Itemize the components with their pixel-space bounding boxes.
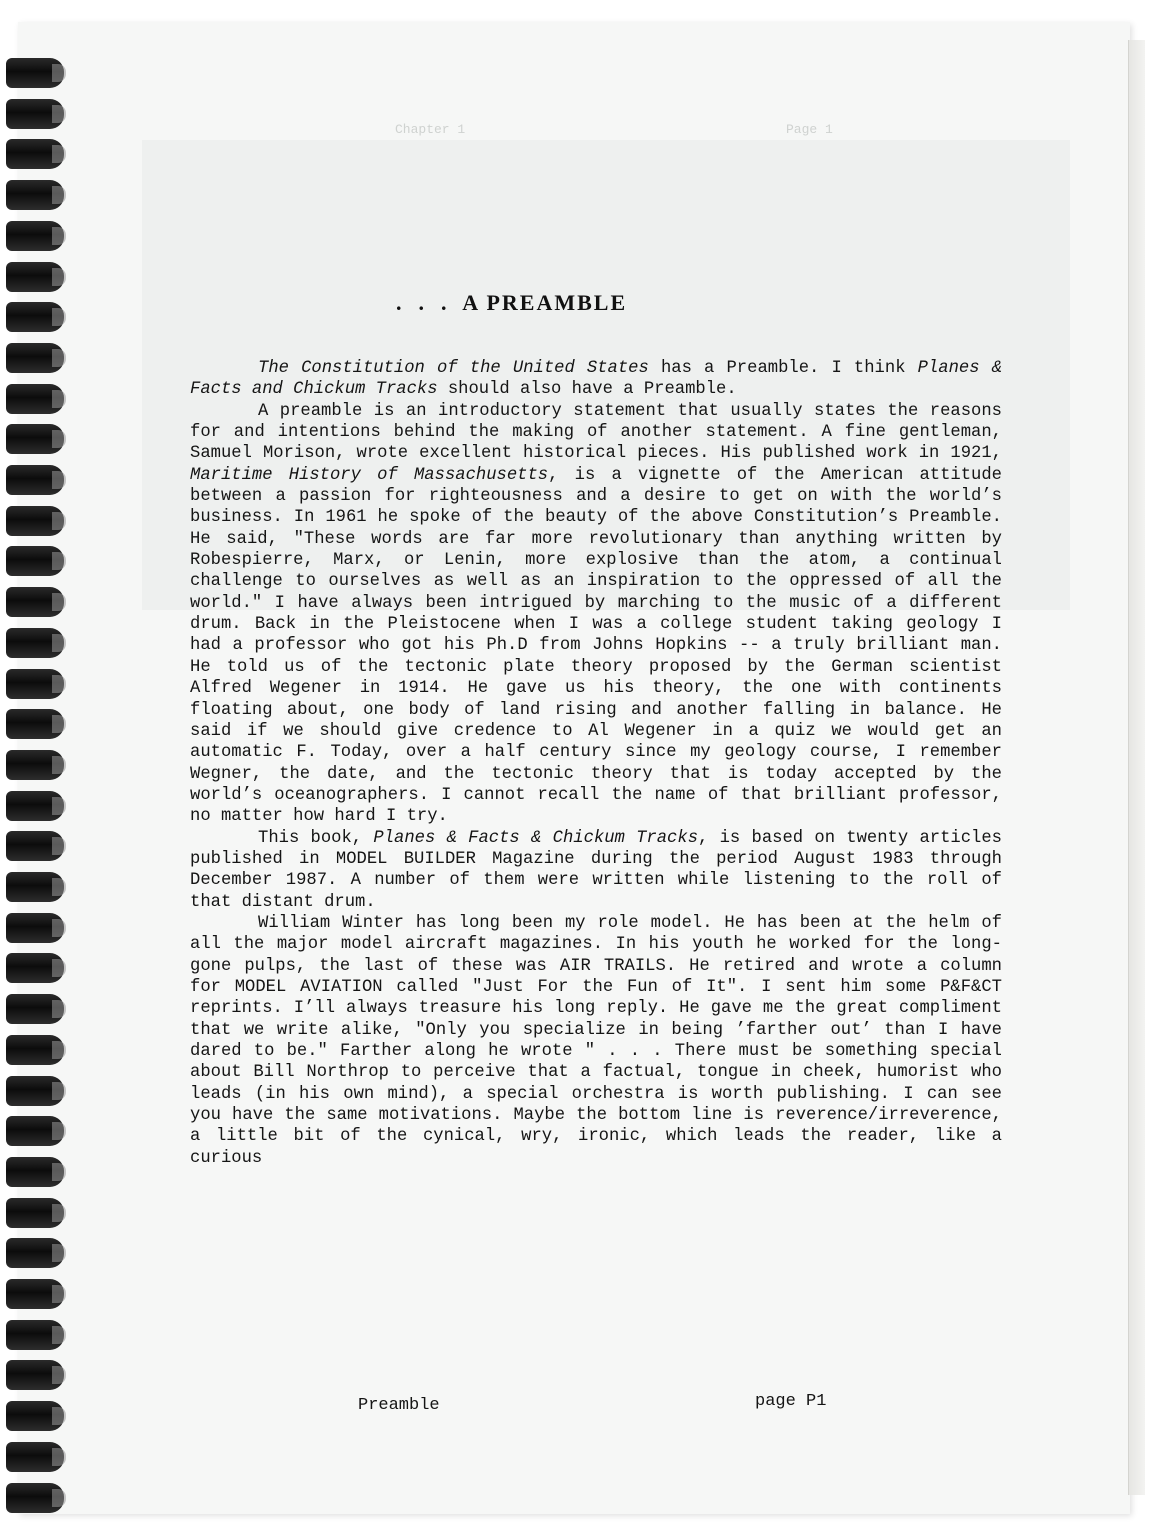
binding-coil: [6, 1157, 64, 1187]
binding-coil: [6, 709, 64, 739]
show-through-header-right: Page 1: [786, 122, 833, 137]
italic-title-text: Planes & Facts and Chickum Tracks: [190, 359, 1003, 400]
binding-coil: [6, 1116, 64, 1146]
binding-coil: [6, 506, 64, 536]
binding-coil: [6, 302, 64, 332]
page-title: . . . A PREAMBLE: [396, 290, 628, 315]
binding-coil: [6, 1035, 64, 1065]
binding-coil: [6, 343, 64, 373]
binding-coil: [6, 628, 64, 658]
binding-coil: [6, 872, 64, 902]
spiral-binding: [0, 0, 70, 1536]
footer-page-number: page P1: [755, 1392, 827, 1411]
binding-coil: [6, 1401, 64, 1431]
body-paragraph: [190, 401, 1002, 828]
body-paragraph: [190, 358, 1002, 401]
text-run: should also have a Preamble.: [437, 380, 737, 400]
page-stack-edge: [1128, 40, 1145, 1495]
binding-coil: [6, 384, 64, 414]
binding-coil: [6, 221, 64, 251]
footer-section-label: Preamble: [358, 1396, 440, 1415]
body-text: [190, 358, 1002, 1169]
binding-coil: [6, 587, 64, 617]
body-paragraph: [190, 828, 1002, 913]
binding-coil: [6, 180, 64, 210]
binding-coil: [6, 1076, 64, 1106]
binding-coil: [6, 424, 64, 454]
text-run: This book,: [258, 828, 374, 848]
binding-coil: [6, 791, 64, 821]
binding-coil: [6, 465, 64, 495]
binding-coil: [6, 139, 64, 169]
binding-coil: [6, 1360, 64, 1390]
binding-coil: [6, 1320, 64, 1350]
italic-title-text: The Constitution of the United States: [258, 359, 649, 378]
binding-coil: [6, 1483, 64, 1513]
binding-coil: [6, 750, 64, 780]
binding-coil: [6, 262, 64, 292]
binding-coil: [6, 546, 64, 576]
text-run: A preamble is an introductory statement that usually states the reasons for and intentions behind the making of another statement. A fine gentleman, Samuel Morison, wrote excellent historical pieces. His published work in 1921,: [190, 401, 1002, 464]
italic-title-text: Maritime History of Massachusetts: [190, 465, 549, 485]
binding-coil: [6, 99, 64, 129]
binding-coil: [6, 1442, 64, 1472]
italic-title-text: Planes & Facts & Chickum Tracks: [373, 828, 699, 848]
binding-coil: [6, 913, 64, 943]
text-run: has a Preamble. I think: [648, 359, 918, 378]
binding-coil: [6, 1198, 64, 1228]
text-run: William Winter has long been my role model. He has been at the helm of all the major model aircraft magazines. In his youth he worked for the long-gone pulps, the last of these was AIR TRAILS. He retired and wrote a column for MODEL AVIATION called "Just For the Fun of It". I sent him some P&F&CT reprints. I’ll always treasure his long reply. He gave me the great compliment that we write alike, "Only you specialize in being ’farther out’ than I have dared to be." Farther along he wrote " . . . There must be something special about Bill Northrop to perceive that a factual, tongue in cheek, humorist who leads (in his own mind), a special orchestra is worth publishing. I can see you have the same motivations. Maybe the bottom line is reverence/irreverence, a little bit of the cynical, wry, ironic, which leads the reader, like a curious: [190, 913, 1002, 1168]
binding-coil: [6, 953, 64, 983]
binding-coil: [6, 994, 64, 1024]
text-run: , is a vignette of the American attitude between a passion for righteousness and a desire to get on with the world’s business. In 1961 he spoke of the beauty of the above Constitution’s Preamble. He said, "These words are far more revolutionary than anything written by Robespierre, Marx, or Lenin, more explosive than the atom, a continual challenge to ourselves as well as an inspiration to the oppressed of all the world." I have always been intrigued by marching to the music of a different drum. Back in the Pleistocene when I was a college student taking geology I had a professor who got his Ph.D from Johns Hopkins -- a truly brilliant man. He told us of the tectonic plate theory proposed by the German scientist Alfred Wegener in 1914. He gave us his theory, the one with continents floating about, one body of land rising and another falling in balance. He said if we should give credence to Al Wegener in a quiz we would get an automatic F. Today, over a half century since my geology course, I remember Wegner, the date, and the tectonic theory that is today accepted by the world’s oceanographers. I cannot recall the name of that brilliant professor, no matter how hard I try.: [190, 465, 1002, 827]
binding-coil: [6, 831, 64, 861]
text-run: , is based on twenty articles published in MODEL BUILDER Magazine during the period August 1983 through December 1987. A number of them were written while listening to the roll of that distant drum.: [190, 828, 1002, 912]
binding-coil: [6, 669, 64, 699]
binding-coil: [6, 58, 64, 88]
binding-coil: [6, 1279, 64, 1309]
body-paragraph: [190, 913, 1002, 1169]
show-through-header-left: Chapter 1: [395, 122, 466, 137]
binding-coil: [6, 1238, 64, 1268]
